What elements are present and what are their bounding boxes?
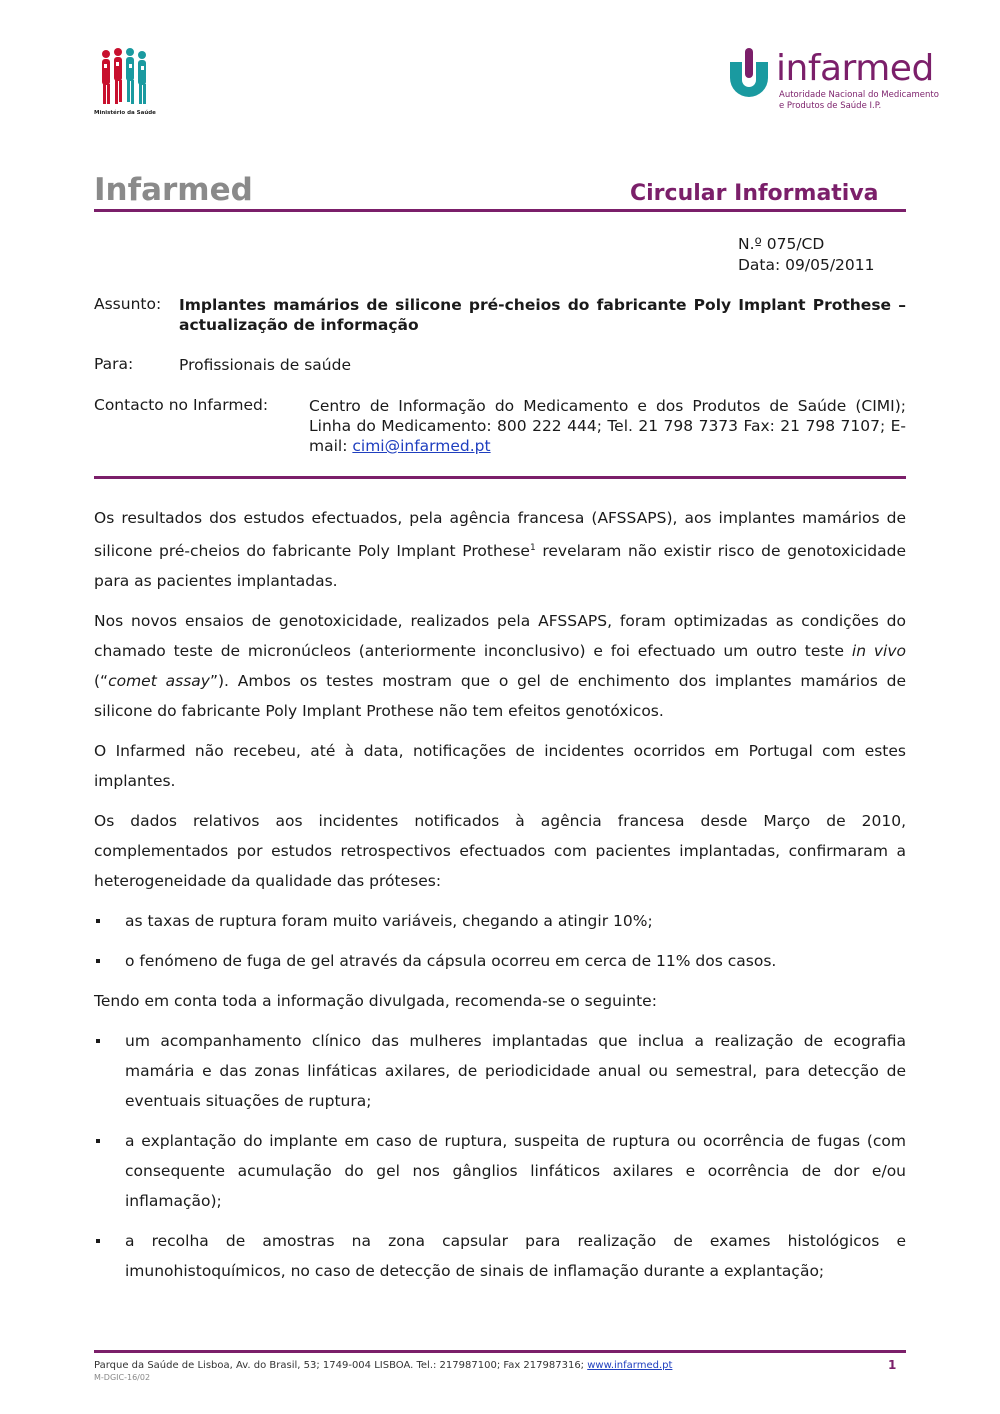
document-title: Infarmed (94, 172, 253, 208)
footer-divider (94, 1350, 906, 1353)
footer-address-text: Parque da Saúde de Lisboa, Av. do Brasil, 53; 1749-004 LISBOA. Tel.: 217987100; Fax 217987316; (94, 1360, 588, 1371)
subject-label: Assunto: (94, 295, 162, 313)
contact-label: Contacto no Infarmed: (94, 396, 269, 414)
circular-date: Data: 09/05/2011 (738, 256, 875, 274)
infarmed-logo-icon (726, 48, 772, 100)
contact-value (309, 396, 906, 456)
list-item-text: as taxas de ruptura foram muito variáveis, chegando a atingir 10%; (125, 912, 653, 931)
footnote-ref: 1 (529, 543, 536, 553)
paragraph-1-text-b: revelaram não existir risco de genotoxicidade para as pacientes implantadas. (94, 542, 906, 591)
ministry-of-health-logo (94, 46, 158, 120)
ministry-caption: Ministério da Saúde (94, 110, 156, 116)
bullet-icon (96, 1139, 100, 1143)
brand-subtitle-line-2: e Produtos de Saúde I.P. (779, 101, 882, 111)
brand-name: infarmed (776, 48, 934, 89)
circular-number: N.º 075/CD (738, 235, 825, 253)
paragraph-2-text-c: ”). Ambos os testes mostram que o gel de enchimento dos implantes mamários de silicone do fabricante Poly Implant Prothese não tem efeitos genotóxicos. (94, 672, 906, 721)
paragraph-2-text-a: Nos novos ensaios de genotoxicidade, realizados pela AFSSAPS, foram optimizadas as condições do chamado teste de micronúcleos (anteriormente inconclusivo) e foi efectuado um outro teste (94, 612, 906, 661)
list-item-text: um acompanhamento clínico das mulheres implantadas que inclua a realização de ecografia mamária e das zonas linfáticas axilares, de periodicidade anual ou semestral, para detecção de eventuais situações de ruptura; (125, 1032, 906, 1111)
subject-value: Implantes mamários de silicone pré-cheios do fabricante Poly Implant Prothese –actualização de informação (179, 296, 906, 334)
brand-subtitle-line-1: Autoridade Nacional do Medicamento (779, 90, 939, 100)
paragraph-2-italic-2: comet assay (108, 672, 210, 691)
bullet-icon (96, 1239, 100, 1243)
list-item (94, 946, 906, 976)
footer-website-link[interactable]: www.infarmed.pt (587, 1360, 673, 1371)
paragraph-2-italic-1: in vivo (851, 642, 906, 661)
list-item (94, 1026, 906, 1116)
paragraph-4: Os dados relativos aos incidentes notificados à agência francesa desde Março de 2010, complementados por estudos retrospectivos efectuados com pacientes implantadas, confirmaram a heterogeneidade da qualidade das próteses: (94, 812, 906, 891)
footer-address (94, 1360, 672, 1371)
list-item (94, 1126, 906, 1216)
title-divider (94, 209, 906, 212)
bullet-icon (96, 1039, 100, 1043)
document-type: Circular Informativa (630, 181, 879, 206)
circular-meta (738, 234, 875, 276)
recipient-value: Profissionais de saúde (179, 356, 351, 374)
paragraph-3: O Infarmed não recebeu, até à data, notificações de incidentes ocorridos em Portugal com estes implantes. (94, 742, 906, 791)
list-item-text: o fenómeno de fuga de gel através da cápsula ocorreu em cerca de 11% dos casos. (125, 952, 777, 971)
contact-email-link[interactable]: cimi@infarmed.pt (352, 437, 491, 455)
brand-subtitle (779, 90, 939, 112)
paragraph-5: Tendo em conta toda a informação divulgada, recomenda-se o seguinte: (94, 992, 657, 1011)
contact-text: Centro de Informação do Medicamento e dos Produtos de Saúde (CIMI); Linha do Medicamento: 800 222 444; Tel. 21 798 7373 Fax: 21 798 7107; E-mail: (309, 397, 906, 455)
header-divider (94, 476, 906, 479)
bullet-icon (96, 919, 100, 923)
paragraph-1 (94, 503, 906, 596)
list-item (94, 906, 906, 936)
bullet-icon (96, 959, 100, 963)
recipient-label: Para: (94, 355, 134, 373)
list-item-text: a recolha de amostras na zona capsular para realização de exames histológicos e imunohistoquímicos, no caso de detecção de sinais de inflamação durante a explantação; (125, 1232, 906, 1281)
form-code: M-DGIC-16/02 (94, 1373, 151, 1382)
paragraph-2 (94, 606, 906, 726)
body-content (94, 503, 906, 1296)
paragraph-1-text-a: Os resultados dos estudos efectuados, pela agência francesa (AFSSAPS), aos implantes mamários de silicone pré-cheios do fabricante Poly Implant Prothese (94, 509, 906, 561)
list-item (94, 1226, 906, 1286)
list-item-text: a explantação do implante em caso de ruptura, suspeita de ruptura ou ocorrência de fugas (com consequente acumulação do gel nos gânglios linfáticos axilares e ocorrência de dor e/ou inflamação); (125, 1132, 906, 1211)
paragraph-2-text-b: (“ (94, 672, 109, 691)
page-number: 1 (888, 1358, 897, 1372)
